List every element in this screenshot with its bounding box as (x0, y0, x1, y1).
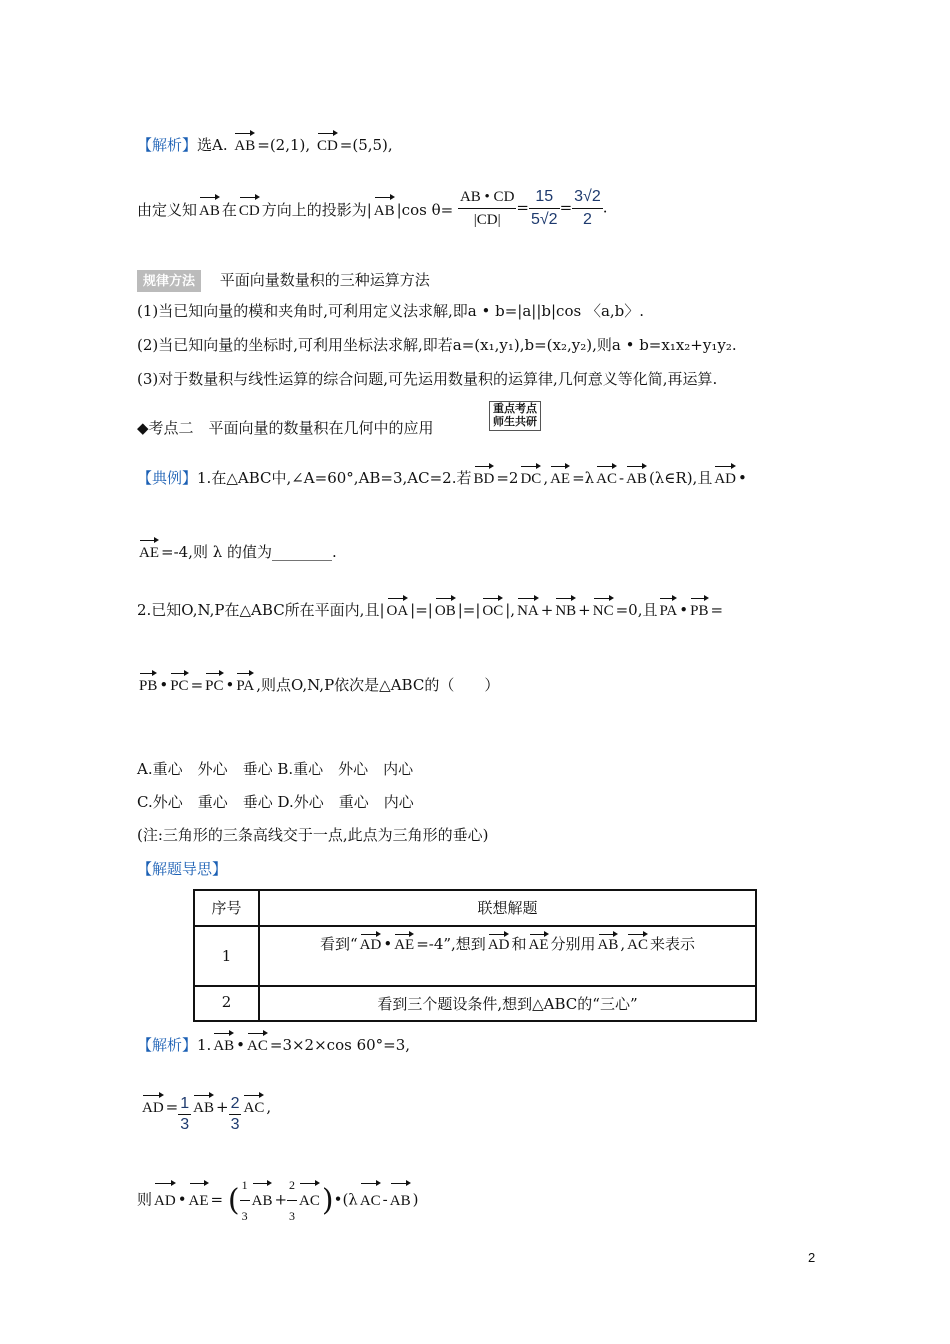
text: 方向上的投影为| (261, 200, 372, 219)
numerator: 15 (529, 186, 560, 209)
vector-ac: AC (299, 1182, 320, 1216)
method-title: 平面向量数量积的三种运算方法 (219, 271, 430, 289)
text: =(5,5), (339, 136, 393, 154)
vector-ab: AB (598, 933, 619, 954)
question-1-line-2 (137, 539, 337, 563)
jiexi-tag: 【解析】 (137, 1036, 198, 1054)
vector-dc: DC (520, 465, 541, 489)
text: • (236, 1036, 246, 1054)
vector-ab: AB (234, 132, 255, 156)
vector-ae: AE (529, 933, 549, 954)
guide-tag: 【解题导思】 (137, 860, 228, 878)
vector-ac: AC (596, 465, 617, 489)
text: |, (505, 601, 516, 619)
method-item-1: (1)当已知向量的模和夹角时,可利用定义法求解,即a • b=|a||b|cos 〈a,b〉. (137, 302, 645, 320)
text: • (177, 1190, 187, 1209)
example-tag: 【典例】 (137, 469, 198, 487)
text: =-4”,想到 (416, 935, 486, 953)
text: ) (412, 1190, 419, 1209)
badge-line: 师生共研 (493, 416, 537, 428)
denominator: |CD| (473, 212, 501, 228)
denominator: 3 (289, 1209, 296, 1223)
numerator: 1 (178, 1094, 191, 1115)
numerator: 2 (229, 1094, 242, 1115)
table-cell: 2 (194, 986, 259, 1021)
table-row (194, 986, 756, 1021)
guide-table (193, 889, 757, 1022)
table-cell: 1 (194, 926, 259, 986)
method-item-2: (2)当已知向量的坐标时,可利用坐标法求解,即若a=(x₁,y₁),b=(x₂,y₂),则a • b=x₁x₂+y₁y₂. (137, 336, 737, 354)
question-2-line-2 (137, 672, 499, 696)
denominator: 3 (241, 1209, 248, 1223)
text: ,则点O,N,P依次是△ABC的（ ） (256, 676, 500, 694)
vector-pa: PA (659, 597, 677, 621)
vector-na: NA (517, 597, 539, 621)
text: • (679, 601, 689, 619)
text: , (543, 469, 549, 487)
left-bracket: ( (227, 1182, 240, 1218)
text: =-4,则 λ 的值为________. (161, 543, 337, 561)
text: =(2,1), (257, 136, 311, 154)
vector-pb: PB (690, 597, 708, 621)
text: , (620, 935, 626, 953)
section-title: ◆考点二 平面向量的数量积在几何中的应用 (137, 419, 434, 437)
text: • (738, 469, 747, 487)
text: |=| (457, 601, 481, 619)
table-cell: 看到三个题设条件,想到△ABC的“三心” (259, 986, 756, 1021)
question-1-line-1 (137, 465, 747, 489)
vector-cd: CD (317, 132, 338, 156)
ad-expression (140, 1094, 271, 1135)
vector-ad: AD (714, 465, 736, 489)
vector-bd: BD (474, 465, 495, 489)
text: 1. (197, 1036, 212, 1054)
product-expression (137, 1170, 418, 1231)
fraction-one-third (178, 1094, 191, 1135)
method-header (137, 270, 430, 292)
vector-ac: AC (247, 1032, 268, 1056)
vector-pa: PA (236, 672, 254, 696)
question-2-line-1 (137, 597, 723, 621)
numerator: 1 (240, 1170, 250, 1201)
note: (注:三角形的三条高线交于一点,此点为三角形的垂心) (137, 826, 489, 844)
projection-line: 由定义知 AB 在 CD 方向上的投影为| AB |cos θ= $\frac{AB • CD}{|CD|}$ = $\frac{15}{5√2}$ = $\frac{3√2}{2}$ . (137, 186, 608, 231)
vector-cd: CD (239, 196, 260, 222)
vector-ad: AD (488, 933, 510, 954)
denominator: 3 (230, 1116, 240, 1133)
vector-ob: OB (435, 597, 456, 621)
vector-ab: AB (213, 1032, 234, 1056)
vector-ac: AC (627, 933, 648, 954)
text: + (540, 601, 554, 619)
options-cd: C.外心 重心 垂心 D.外心 重心 内心 (137, 793, 414, 811)
text: • (225, 676, 235, 694)
text: 和 (511, 935, 527, 953)
text: 分别用 (550, 935, 596, 953)
numerator: 3√2 (572, 186, 603, 209)
fraction (240, 1170, 250, 1231)
method-badge: 规律方法 (137, 270, 201, 292)
vector-ac: AC (243, 1094, 264, 1118)
table-header: 序号 (194, 890, 259, 926)
vector-ab: AB (252, 1182, 273, 1216)
text: =λ (572, 469, 595, 487)
text: = (210, 1190, 224, 1209)
text: |cos θ= (396, 200, 454, 219)
text: = (190, 676, 204, 694)
method-item-3: (3)对于数量积与线性运算的综合问题,可先运用数量积的运算律,几何意义等化简,再运算. (137, 370, 718, 388)
fraction-two-thirds (229, 1094, 242, 1135)
text: •(λ (333, 1190, 358, 1209)
vector-ab: AB (199, 196, 220, 222)
text: = (165, 1098, 179, 1116)
numerator: AB • CD (458, 186, 516, 209)
vector-oa: OA (387, 597, 409, 621)
table-header: 联想解题 (259, 890, 756, 926)
vector-ab: AB (374, 196, 395, 222)
vector-nb: NB (555, 597, 576, 621)
vector-ab: AB (626, 465, 647, 489)
section-heading (137, 418, 434, 438)
vector-ab: AB (390, 1182, 411, 1216)
text: (λ∈R),且 (648, 469, 713, 487)
vector-ae: AE (394, 933, 414, 954)
solution-line-2 (137, 1032, 410, 1056)
vector-pc: PC (170, 672, 188, 696)
text: =0,且 (615, 601, 658, 619)
vector-ad: AD (154, 1182, 176, 1216)
vector-ae: AE (139, 539, 159, 563)
text: + (578, 601, 591, 619)
fraction-result (572, 186, 603, 231)
text: 看到“ (319, 935, 358, 953)
text: 在 (221, 200, 237, 219)
text: =2 (496, 469, 519, 487)
vector-pb: PB (139, 672, 157, 696)
vector-ad: AD (360, 933, 382, 954)
right-bracket: ) (321, 1182, 334, 1218)
text: + (274, 1190, 288, 1209)
options-ab: A.重心 外心 垂心 B.重心 外心 内心 (137, 760, 414, 778)
vector-oc: OC (482, 597, 503, 621)
solution-line-1 (137, 132, 393, 156)
text: = (710, 601, 724, 619)
table-row (194, 926, 756, 986)
vector-ae: AE (189, 1182, 209, 1216)
key-point-badge (489, 401, 541, 431)
text: 选A. (197, 136, 228, 154)
text: - (382, 1190, 388, 1209)
text: • (383, 935, 393, 953)
table-cell (259, 926, 756, 986)
text: 1.在△ABC中,∠A=60°,AB=3,AC=2.若 (197, 469, 472, 487)
vector-ab: AB (193, 1094, 214, 1118)
denominator: 5√2 (530, 211, 558, 228)
text: + (216, 1098, 229, 1116)
denominator: 2 (582, 211, 592, 228)
text: 来表示 (649, 935, 695, 953)
fraction (287, 1170, 297, 1231)
text: 由定义知 (137, 200, 198, 219)
vector-ac: AC (360, 1182, 381, 1216)
text: , (266, 1098, 272, 1116)
page-number: 2 (808, 1250, 816, 1265)
text: - (619, 469, 625, 487)
vector-ae: AE (550, 465, 570, 489)
vector-pc: PC (205, 672, 223, 696)
denominator: 3 (180, 1116, 190, 1133)
text: 则 (137, 1190, 153, 1209)
fraction-15 (529, 186, 560, 231)
text: =3×2×cos 60°=3, (269, 1036, 411, 1054)
table-row (194, 890, 756, 926)
jiexi-tag: 【解析】 (137, 136, 198, 154)
numerator: 2 (287, 1170, 297, 1201)
text: • (159, 676, 169, 694)
vector-nc: NC (593, 597, 614, 621)
vector-ad: AD (142, 1094, 164, 1118)
text: 2.已知O,N,P在△ABC所在平面内,且| (137, 601, 385, 619)
text: |=| (410, 601, 433, 619)
badge-line: 重点考点 (493, 403, 537, 415)
projection-fraction (458, 186, 516, 231)
